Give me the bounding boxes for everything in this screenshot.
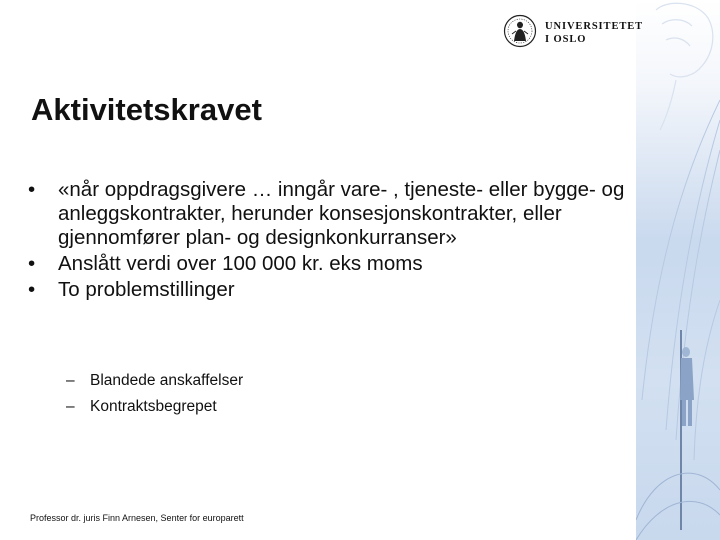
statue-head-drawing bbox=[656, 3, 713, 130]
bullet-item bbox=[28, 252, 628, 276]
logo-line-1: UNIVERSITETET bbox=[545, 21, 644, 32]
band-illustration bbox=[636, 0, 720, 540]
dash-marker: – bbox=[66, 398, 75, 415]
bullet-marker: • bbox=[28, 278, 36, 301]
sub-bullet-text: Blandede anskaffelser bbox=[90, 372, 244, 389]
logo-wordmark bbox=[545, 20, 643, 46]
sub-bullet-list bbox=[66, 368, 243, 420]
figure-drawing bbox=[680, 330, 694, 530]
university-logo bbox=[503, 14, 644, 52]
university-seal-icon bbox=[503, 14, 537, 48]
logo-line-2: I OSLO bbox=[545, 34, 587, 45]
slide-footer: Professor dr. juris Finn Arnesen, Senter for europarett bbox=[30, 513, 244, 523]
sub-bullet-item bbox=[66, 394, 243, 420]
bullet-text: «når oppdragsgivere … inngår vare- , tjeneste- eller bygge- og anleggskontrakter, herunder konsesjonskontrakter, eller gjennomfører plan- og designkonkurranser» bbox=[58, 178, 625, 249]
bullet-item bbox=[28, 278, 628, 302]
dash-marker: – bbox=[66, 372, 75, 389]
bullet-item bbox=[28, 178, 628, 250]
decorative-side-band bbox=[636, 0, 720, 540]
bullet-text: To problemstillinger bbox=[58, 278, 235, 301]
slide-title: Aktivitetskravet bbox=[31, 92, 262, 127]
bullet-marker: • bbox=[28, 252, 36, 275]
bullet-marker: • bbox=[28, 178, 36, 201]
bottom-arcs bbox=[636, 473, 720, 540]
bullet-text: Anslått verdi over 100 000 kr. eks moms bbox=[58, 252, 423, 275]
bullet-list bbox=[28, 178, 628, 304]
sub-bullet-text: Kontraktsbegrepet bbox=[90, 398, 217, 415]
sub-bullet-item bbox=[66, 368, 243, 394]
